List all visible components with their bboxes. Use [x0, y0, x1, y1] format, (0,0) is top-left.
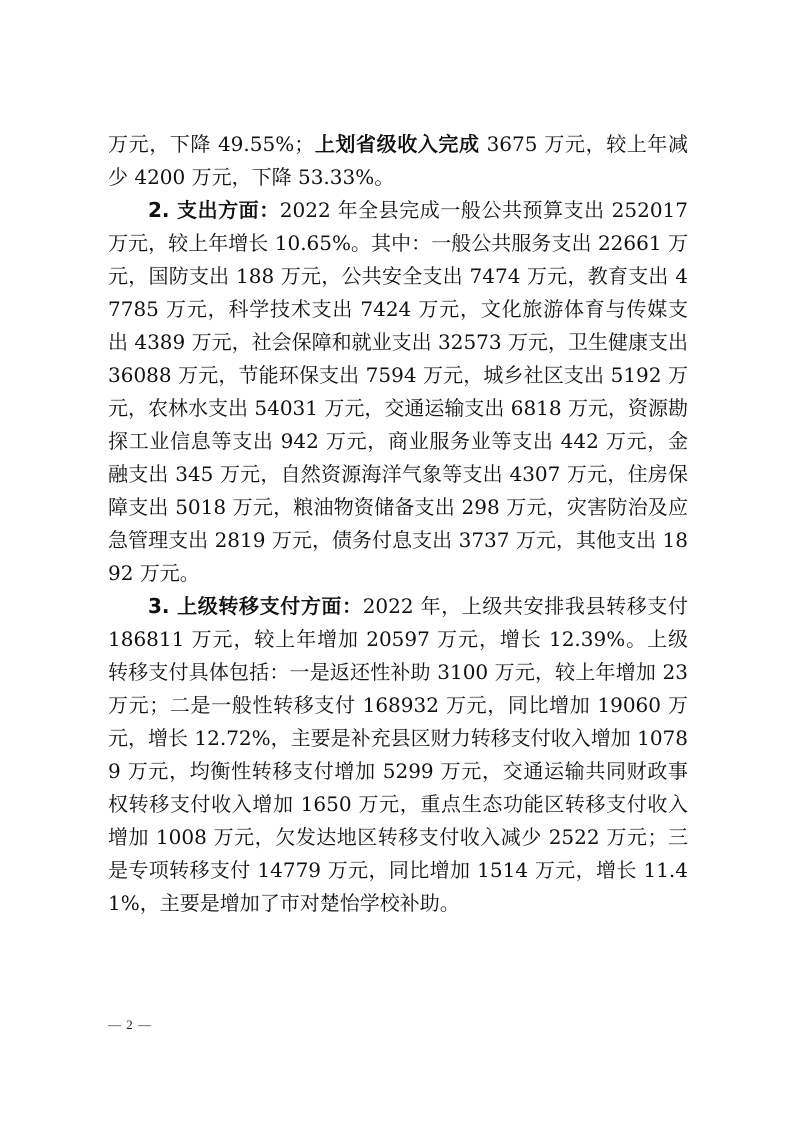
- document-body: [108, 128, 688, 920]
- text-span: 2022 年全县完成一般公共预算支出 252017 万元，较上年增长 10.65%。其中：一般公共服务支出 22661 万元，国防支出 188 万元，公共安全支出 7474 万元，教育支出 47785 万元，科学技术支出 7424 万元，文化旅游体育与传媒支出 4389 万元，社会保障和就业支出 32573 万元，卫生健康支出 36088 万元，节能环保支出 7594 万元，城乡社区支出 5192 万元，农林水支出 54031 万元，交通运输支出 6818 万元，资源勘探工业信息等支出 942 万元，商业服务业等支出 442 万元，金融支出 345 万元，自然资源海洋气象等支出 4307 万元，住房保障支出 5018 万元，粮油物资储备支出 298 万元，灾害防治及应急管理支出 2819 万元，债务付息支出 3737 万元，其他支出 1892 万元。: [108, 198, 688, 585]
- heading-provincial-revenue: 上划省级收入完成: [314, 132, 480, 156]
- paragraph-expenditure: [108, 194, 688, 590]
- heading-expenditure: 2. 支出方面：: [148, 198, 280, 222]
- heading-transfer-payments: 3. 上级转移支付方面：: [148, 594, 363, 618]
- page-number: — 2 —: [108, 1017, 152, 1032]
- text-span: 万元，下降 49.55%；: [108, 132, 315, 156]
- paragraph-revenue-continued: [108, 128, 688, 194]
- paragraph-transfer-payments: [108, 590, 688, 920]
- text-span: 3675 万元，较上年减少 4200 万元，下降 53.33%。: [108, 132, 689, 189]
- text-span: 2022 年，上级共安排我县转移支付 186811 万元，较上年增加 20597 万元，增长 12.39%。上级转移支付具体包括：一是返还性补助 3100 万元，较上年增加 23 万元；二是一般性转移支付 168932 万元，同比增加 19060 万元，增长 12.72%，主要是补充县区财力转移支付收入增加 10789 万元，均衡性转移支付增加 5299 万元，交通运输共同财政事权转移支付收入增加 1650 万元，重点生态功能区转移支付收入增加 1008 万元，欠发达地区转移支付收入减少 2522 万元；三是专项转移支付 14779 万元，同比增加 1514 万元，增长 11.41%，主要是增加了市对楚怡学校补助。: [108, 594, 688, 915]
